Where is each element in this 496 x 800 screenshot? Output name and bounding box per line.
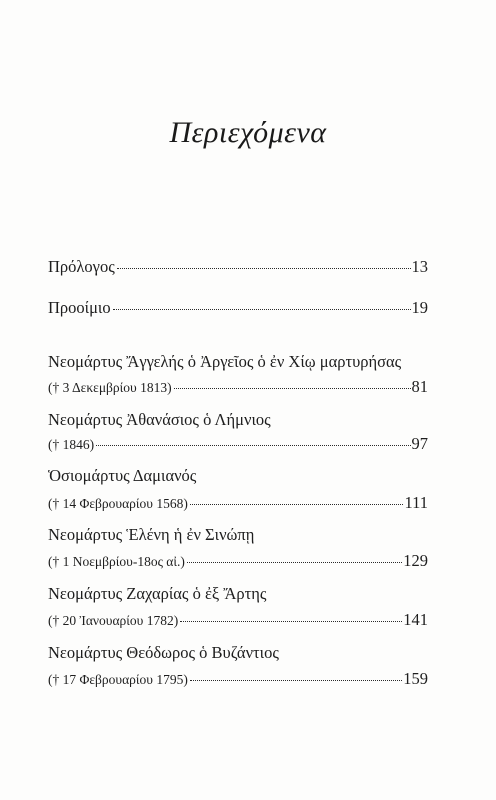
- leader-dots: [190, 680, 402, 681]
- toc-entry-damianos[interactable]: [48, 493, 428, 513]
- toc-entry-heading[interactable]: Νεομάρτυς Θεόδωρος ὁ Βυζάντιος: [48, 643, 279, 662]
- toc-entry-prologue[interactable]: [48, 257, 428, 277]
- toc-page-number: 111: [404, 493, 428, 512]
- toc-page-number: 141: [403, 610, 428, 629]
- leader-dots: [117, 268, 411, 269]
- toc-entry-date: († 1846): [48, 437, 95, 452]
- page-title: Περιεχόμενα: [169, 116, 327, 149]
- toc-entry-date: († 20 Ἰανουαρίου 1782): [48, 613, 179, 628]
- toc-page-number: 97: [411, 434, 428, 453]
- leader-dots: [96, 445, 410, 446]
- toc-entry-angelis[interactable]: [48, 377, 428, 397]
- toc-page-number: 13: [411, 257, 428, 276]
- leader-dots: [190, 504, 404, 505]
- toc-entry-theodoros[interactable]: [48, 669, 428, 689]
- leader-dots: [187, 562, 402, 563]
- toc-entry-prooemium[interactable]: [48, 298, 428, 318]
- toc-entry-date: († 1 Νοεμβρίου-18ος αἰ.): [48, 554, 185, 569]
- toc-entry-eleni[interactable]: [48, 551, 428, 571]
- toc-entry-heading[interactable]: Νεομάρτυς Ἄγγελής ὁ Ἀργεῖος ὁ ἐν Χίῳ μαρτυρήσας: [48, 352, 402, 371]
- toc-entry-heading[interactable]: Νεομάρτυς Ἑλένη ἡ ἐν Σινώπῃ: [48, 525, 255, 544]
- toc-entry-date: († 3 Δεκεμβρίου 1813): [48, 380, 172, 395]
- toc-page-number: 159: [403, 669, 428, 688]
- leader-dots: [180, 621, 402, 622]
- toc-entry-date: († 17 Φεβρουαρίου 1795): [48, 672, 188, 687]
- toc-entry-heading[interactable]: Νεομάρτυς Ζαχαρίας ὁ ἐξ Ἄρτης: [48, 584, 267, 603]
- toc-page-number: 19: [411, 298, 428, 317]
- toc-entry-zacharias[interactable]: [48, 610, 428, 630]
- toc-entry-date: († 14 Φεβρουαρίου 1568): [48, 496, 188, 511]
- toc-entry-heading[interactable]: Νεομάρτυς Ἀθανάσιος ὁ Λήμνιος: [48, 410, 271, 429]
- toc-entry-label: Πρόλογος: [48, 257, 115, 276]
- toc-page-number: 129: [403, 551, 428, 570]
- leader-dots: [113, 309, 411, 310]
- leader-dots: [174, 388, 411, 389]
- toc-entry-label: Προοίμιο: [48, 298, 111, 317]
- toc-entry-heading[interactable]: Ὁσιομάρτυς Δαμιανός: [48, 466, 197, 485]
- toc-page-number: 81: [411, 377, 428, 396]
- toc-entry-athanasios[interactable]: [48, 434, 428, 454]
